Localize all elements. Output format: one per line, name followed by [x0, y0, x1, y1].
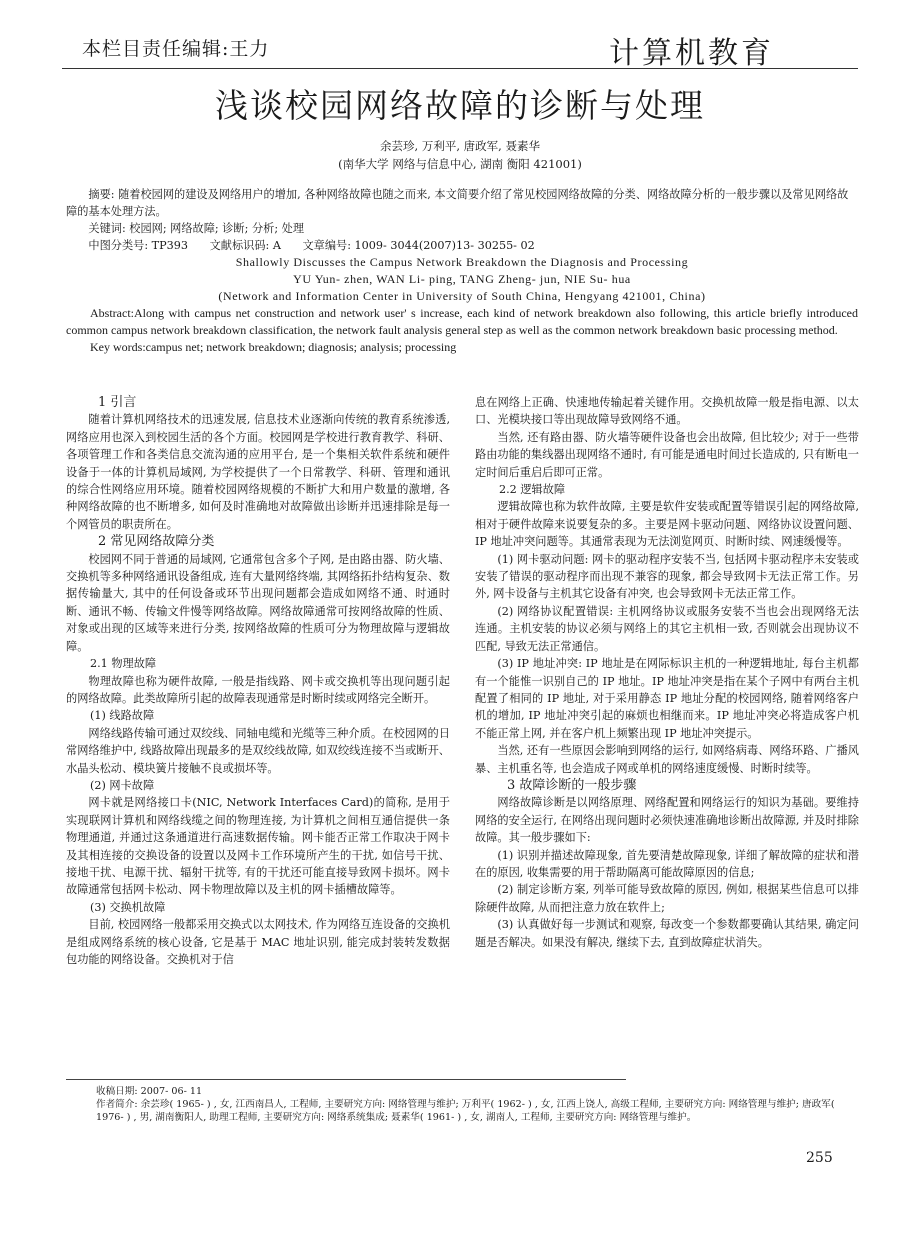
left-col-item-heading: (2) 网卡故障	[90, 778, 155, 792]
affiliation: (南华大学 网络与信息中心, 湖南 衡阳 421001)	[338, 157, 582, 171]
right-col-subsection-heading: 2.2 逻辑故障	[499, 483, 566, 497]
keywords: 关键词: 校园网; 网络故障; 诊断; 分析; 处理	[88, 222, 305, 235]
authors: 余芸珍, 万利平, 唐政军, 聂素华	[380, 139, 540, 153]
left-col-section-heading: 1 引言	[98, 395, 137, 410]
right-col-paragraph: (3) IP 地址冲突: IP 地址是在网际标识主机的一种逻辑地址, 每台主机都有一个能惟一识别自己的 IP 地址。IP 地址冲突是指在某个子网中有两台主机配置了相同的 IP 地址, 对于采用静态 IP 地址分配的校园网络, 随着网络客户机的增加, IP 地址冲突引起的麻烦也相继而来。IP 地址冲突必将造成客户机不能正常上网, 并在客户机上频繁出现 IP 地址冲突提示。	[475, 657, 859, 740]
left-col-paragraph: 网卡就是网络接口卡(NIC, Network Interfaces Card)的简称, 是用于实现联网计算机和网络线缆之间的物理连接, 为计算机之间相互通信提供一条物理通道, 并通过这条通道进行高速数据传输。网卡能否正常工作取决于网卡及其相连接的交换设备的设置以及网卡工作环境所产生的干扰, 如信号干扰、接地干扰、电源干扰、辐射干扰等, 有的干扰还可能直接导致网卡损坏。网卡故障通常包括网卡松动、网卡物理故障以及主机的网卡插槽故障等。	[66, 796, 450, 897]
classification-row	[66, 237, 858, 254]
right-col-paragraph: (1) 识别并描述故障现象, 首先要清楚故障现象, 详细了解故障的症状和潜在的原因, 收集需要的用于帮助隔离可能故障原因的信息;	[475, 848, 859, 879]
page-number: 255	[806, 1150, 833, 1166]
left-col-paragraph: 目前, 校园网络一般都采用交换式以太网技术, 作为网络互连设备的交换机是组成网络系统的核心设备, 它是基于 MAC 地址识别, 能完成封装转发数据包功能的网络设备。交换机对于信	[66, 918, 450, 966]
right-col-section-heading: 3 故障诊断的一般步骤	[507, 777, 637, 793]
english-abstract: Abstract:Along with campus net construction and network user' s increase, each kind of network breakdown also following, this article briefly introduced common campus network breakdown classification, the network fault analysis general step as well as the common network breakdown basic processing method.	[66, 306, 858, 337]
left-col-item-heading: (3) 交换机故障	[90, 900, 166, 914]
right-col-paragraph: (2) 制定诊断方案, 列举可能导致故障的原因, 例如, 根据某些信息可以排除硬件故障, 从而把注意力放在软件上;	[475, 883, 859, 914]
header-rule	[62, 68, 858, 69]
received-date: 收稿日期: 2007- 06- 11	[96, 1086, 203, 1097]
footnote	[96, 1085, 836, 1125]
right-col-paragraph: (2) 网络协议配置错误: 主机网络协议或服务安装不当也会出现网络无法连通。主机安装的协议必须与网络上的其它主机相一致, 否则就会出现协议不匹配, 导致无法正常通信。	[475, 604, 859, 653]
body-column-left	[66, 394, 450, 968]
left-col-paragraph: 随着计算机网络技术的迅速发展, 信息技术业逐渐向传统的教育系统渗透, 网络应用也深入到校园生活的各个方面。校园网是学校进行教育教学、科研、各项管理工作和各类信息交流沟通的应用平台, 是一个集相关软件系统和硬件设备于一体的计算机局域网, 为学校提供了一个日常教学、科研、管理和通讯的综合性网络应用环境。随着校园网络规模的不断扩大和用户数量的激增, 各种网络故障的也不断增多, 如何及时准确地对故障做出诊断并迅速排除是每一个网管员的职责所在。	[66, 413, 450, 531]
english-affiliation: (Network and Information Center in University of South China, Hengyang 421001, China)	[218, 289, 706, 303]
column-editor: 本栏目责任编辑:王力	[82, 38, 270, 60]
left-col-paragraph: 网络线路传输可通过双绞线、同轴电缆和光缆等三种介质。在校园网的日常网络维护中, 线路故障出现最多的是双绞线故障, 如双绞线连接不当或断开、水晶头松动、模块簧片接触不良或损坏等。	[66, 726, 450, 775]
left-col-subsection-heading: 2.1 物理故障	[90, 657, 157, 671]
english-authors: YU Yun- zhen, WAN Li- ping, TANG Zheng- jun, NIE Su- hua	[293, 272, 631, 286]
left-col-section-heading: 2 常见网络故障分类	[98, 534, 215, 550]
english-title: Shallowly Discusses the Campus Network Breakdown the Diagnosis and Processing	[235, 255, 689, 269]
right-col-paragraph: 当然, 还有一些原因会影响到网络的运行, 如网络病毒、网络环路、广播风暴、主机重名等, 也会造成子网或单机的网络速度缓慢、时断时续等。	[475, 744, 859, 775]
right-col-paragraph: (1) 网卡驱动问题: 网卡的驱动程序安装不当, 包括网卡驱动程序未安装或安装了错误的驱动程序而出现不兼容的现象, 都会导致网卡无法正常工作。另外, 网卡设备与主机其它设备有冲突, 也会导致网卡无法正常工作。	[475, 552, 859, 601]
clc-number: 中图分类号: TP393	[88, 239, 188, 252]
right-col-paragraph: 当然, 还有路由器、防火墙等硬件设备也会出故障, 但比较少; 对于一些带路由功能的集线器出现网络不通时, 有可能是通电时间过长造成的, 只有断电一定时间后重启后即可正常。	[475, 430, 859, 479]
article-number: 文章编号: 1009- 3044(2007)13- 30255- 02	[302, 239, 535, 252]
left-col-item-heading: (1) 线路故障	[90, 709, 155, 723]
left-col-paragraph: 校园网不同于普通的局域网, 它通常包含多个子网, 是由路由器、防火墙、交换机等多种网络通讯设备组成, 连有大量网络终端, 其网络拓扑结构复杂、数据传输量大, 其中的任何设备或环节出现问题都会造成如网络不通、时通时断、通讯不畅、传输文件慢等网络故障。网络故障通常可按网络故障的性质、对象或出现的区域等来进行分类, 按网络故障的性质可分为物理故障与逻辑故障。	[66, 552, 450, 653]
footnote-rule	[66, 1079, 626, 1080]
author-bio: 作者简介: 余芸珍( 1965- ) , 女, 江西南昌人, 工程师, 主要研究方向: 网络管理与维护; 万利平( 1962- ) , 女, 江西上饶人, 高级工程师, 主要研究方向: 网络管理与维护; 唐政军( 1976- ) , 男, 湖南衡阳人, 助理工程师, 主要研究方向: 网络系统集成; 聂素华( 1961- ) , 女, 湖南人, 工程师, 主要研究方向: 网络管理与维护。	[96, 1099, 835, 1124]
right-col-paragraph: 网络故障诊断是以网络原理、网络配置和网络运行的知识为基础。要维持网络的安全运行, 在网络出现问题时必须快速准确地诊断出故障源, 并及时排除故障。其一般步骤如下:	[475, 796, 859, 845]
right-col-paragraph: 息在网络上正确、快速地传输起着关键作用。交换机故障一般是指电源、以太口、光模块接口等出现故障导致网络不通。	[475, 396, 859, 427]
english-keywords: Key words:campus net; network breakdown; diagnosis; analysis; processing	[90, 340, 457, 354]
article-title: 浅谈校园网络故障的诊断与处理	[215, 86, 705, 125]
abstract: 摘要: 随着校园网的建设及网络用户的增加, 各种网络故障也随之而来, 本文简要介绍了常见校园网络故障的分类、网络故障分析的一般步骤以及常见网络故障的基本处理方法。	[66, 188, 849, 218]
journal-section-title: 计算机教育	[609, 36, 774, 71]
right-col-paragraph: 逻辑故障也称为软件故障, 主要是软件安装或配置等错误引起的网络故障, 相对于硬件故障来说要复杂的多。主要是网卡驱动问题、网络协议设置问题、IP 地址冲突问题等。其通常表现为无法浏览网页、时断时续、网速缓慢等。	[475, 500, 859, 549]
front-matter	[66, 186, 858, 356]
right-col-paragraph: (3) 认真做好每一步测试和观察, 每改变一个参数都要确认其结果, 确定问题是否解决。如果没有解决, 继续下去, 直到故障症状消失。	[475, 918, 859, 949]
body-column-right	[475, 394, 859, 951]
document-code: 文献标识码: A	[209, 239, 281, 252]
left-col-paragraph: 物理故障也称为硬件故障, 一般是指线路、网卡或交换机等出现问题引起的网络故障。此类故障所引起的故障表现通常是时断时续或网络完全断开。	[66, 674, 450, 705]
